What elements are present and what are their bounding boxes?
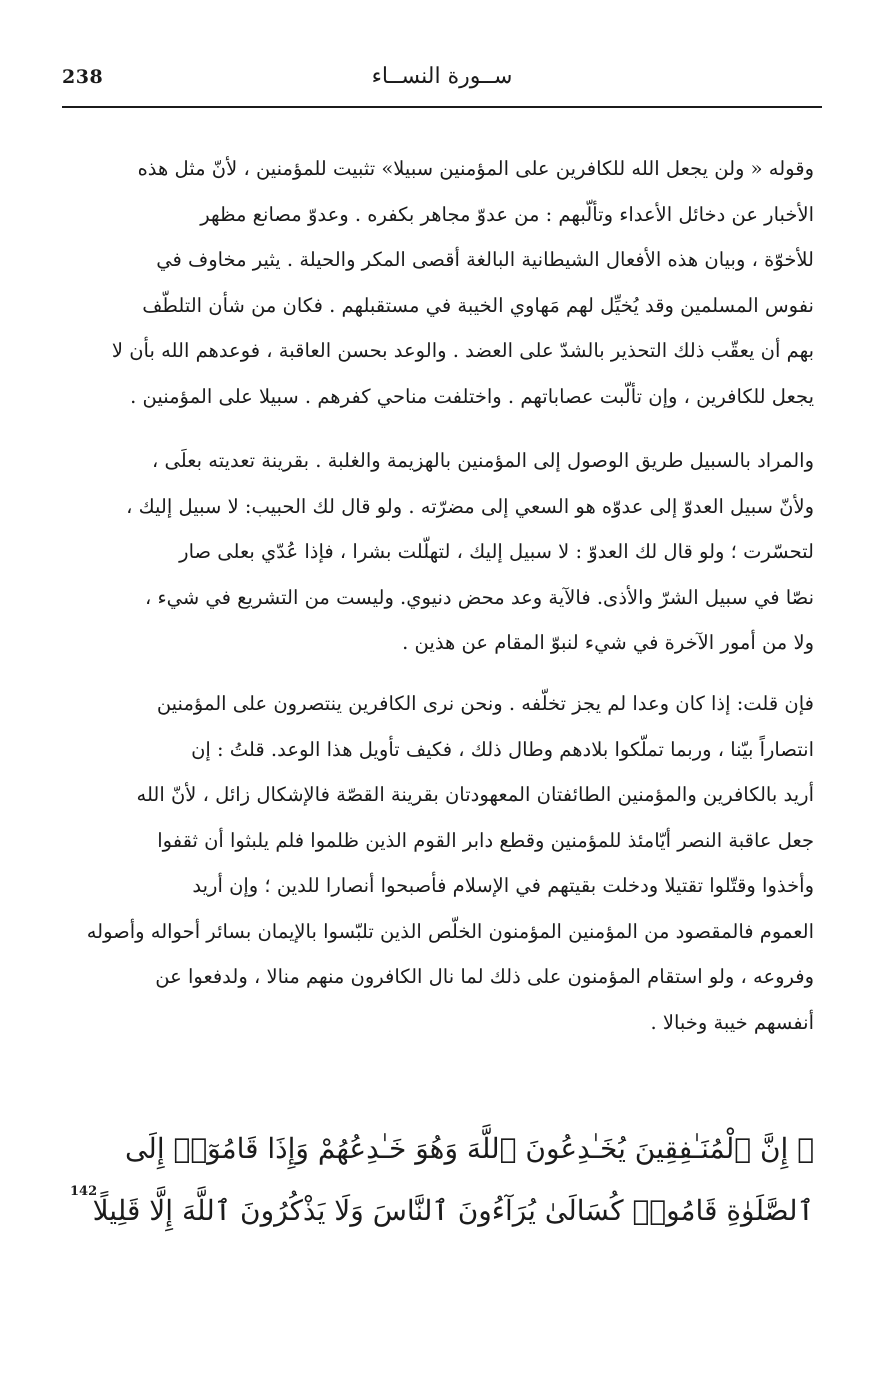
text-line: ولا من أمور الآخرة في شيء لنبوّ المقام عن هذين . <box>402 631 814 654</box>
text-line: وأخذوا وقتّلوا تقتيلا ودخلت بقيتهم في الإسلام فأصبحوا أنصارا للدين ؛ وإن أريد <box>192 874 814 897</box>
header-divider <box>62 106 822 108</box>
text-line: الأخبار عن دخائل الأعداء وتألّبهم : من عدوّ مجاهر بكفره . وعدوّ مصانع مظهر <box>200 202 814 226</box>
text-line: العموم فالمقصود من المؤمنين المؤمنون الخلّص الذين تلبّسوا بالإيمان بسائر أحواله وأصوله <box>86 919 814 943</box>
text-line: وفروعه ، ولو استقام المؤمنون على ذلك لما نال الكافرون منهم منالا ، ولدفعوا عن <box>155 965 814 988</box>
text-line: انتصاراً بيّنا ، وربما تملّكوا بلادهم وطال ذلك ، فكيف تأويل هذا الوعد. قلتُ : إن <box>191 737 814 761</box>
text-line: نفوس المسلمين وقد يُخيِّل لهم مَهاوي الخيبة في مستقبلهم . فكان من شأن التلطّف <box>142 293 814 317</box>
verse-line: ٱلصَّلَوٰةِ قَامُوا۟ كُسَالَىٰ يُرَآءُونَ ٱلنَّاسَ وَلَا يَذْكُرُونَ ٱللَّهَ إِلَّا قَلِيلًا <box>92 1194 814 1227</box>
text-line: نصّا في سبيل الشرّ والأذى. فالآية وعد محض دنيوي. وليست من التشريع في شيء ، <box>144 585 814 609</box>
paragraph-1 <box>62 146 814 419</box>
text-line: فإن قلت: إذا كان وعدا لم يجز تخلّفه . ونحن نرى الكافرين ينتصرون على المؤمنين <box>156 692 814 715</box>
page-number: 238 <box>62 66 104 88</box>
verse-number: 142 <box>70 1184 98 1199</box>
text-line: والمراد بالسبيل طريق الوصول إلى المؤمنين بالهزيمة والغلبة . بقرينة تعديته بعلَى ، <box>152 449 814 472</box>
text-line: أريد بالكافرين والمؤمنين الطائفتان المعهودتان بقرينة القصّة فالإشكال زائل ، لأنّ الله <box>136 783 814 806</box>
text-line: جعل عاقبة النصر أيّامئذ للمؤمنين وقطع دابر القوم الذين ظلموا فلم يلبثوا أن ثقفوا <box>157 828 814 852</box>
text-line: للأخوّة ، وبيان هذه الأفعال الشيطانية البالغة أقصى المكر والحيلة . يثير مخاوف في <box>156 248 814 271</box>
page-header <box>62 62 822 106</box>
paragraph-2 <box>62 438 814 666</box>
text-line: يجعل للكافرين ، وإن تألّبت عصاباتهم . واختلفت مناحي كفرهم . سبيلا على المؤمنين . <box>130 384 814 408</box>
quran-verse <box>62 1118 814 1242</box>
text-line: وقوله « ولن يجعل الله للكافرين على المؤمنين سبيلا» تثبيت للمؤمنين ، لأنّ مثل هذه <box>137 157 814 180</box>
text-line: بهم أن يعقّب ذلك التحذير بالشدّ على العضد . والوعد بحسن العاقبة ، فوعدهم الله بأن لا <box>111 339 814 362</box>
surah-title: ســورة النســاء <box>371 64 513 89</box>
verse-line: ﴿ إِنَّ ٱلْمُنَـٰفِقِينَ يُخَـٰدِعُونَ ٱللَّهَ وَهُوَ خَـٰدِعُهُمْ وَإِذَا قَامُوٓا۟ إِلَى <box>124 1132 814 1165</box>
paragraph-3 <box>62 681 814 1045</box>
text-line: ولأنّ سبيل العدوّ إلى عدوّه هو السعي إلى مضرّته . ولو قال لك الحبيب: لا سبيل إليك ، <box>126 494 814 518</box>
text-line: أنفسهم خيبة وخبالا . <box>650 1010 814 1034</box>
text-line: لتحسّرت ؛ ولو قال لك العدوّ : لا سبيل إليك ، لتهلّلت بشرا ، فإذا عُدّي بعلى صار <box>179 540 814 563</box>
